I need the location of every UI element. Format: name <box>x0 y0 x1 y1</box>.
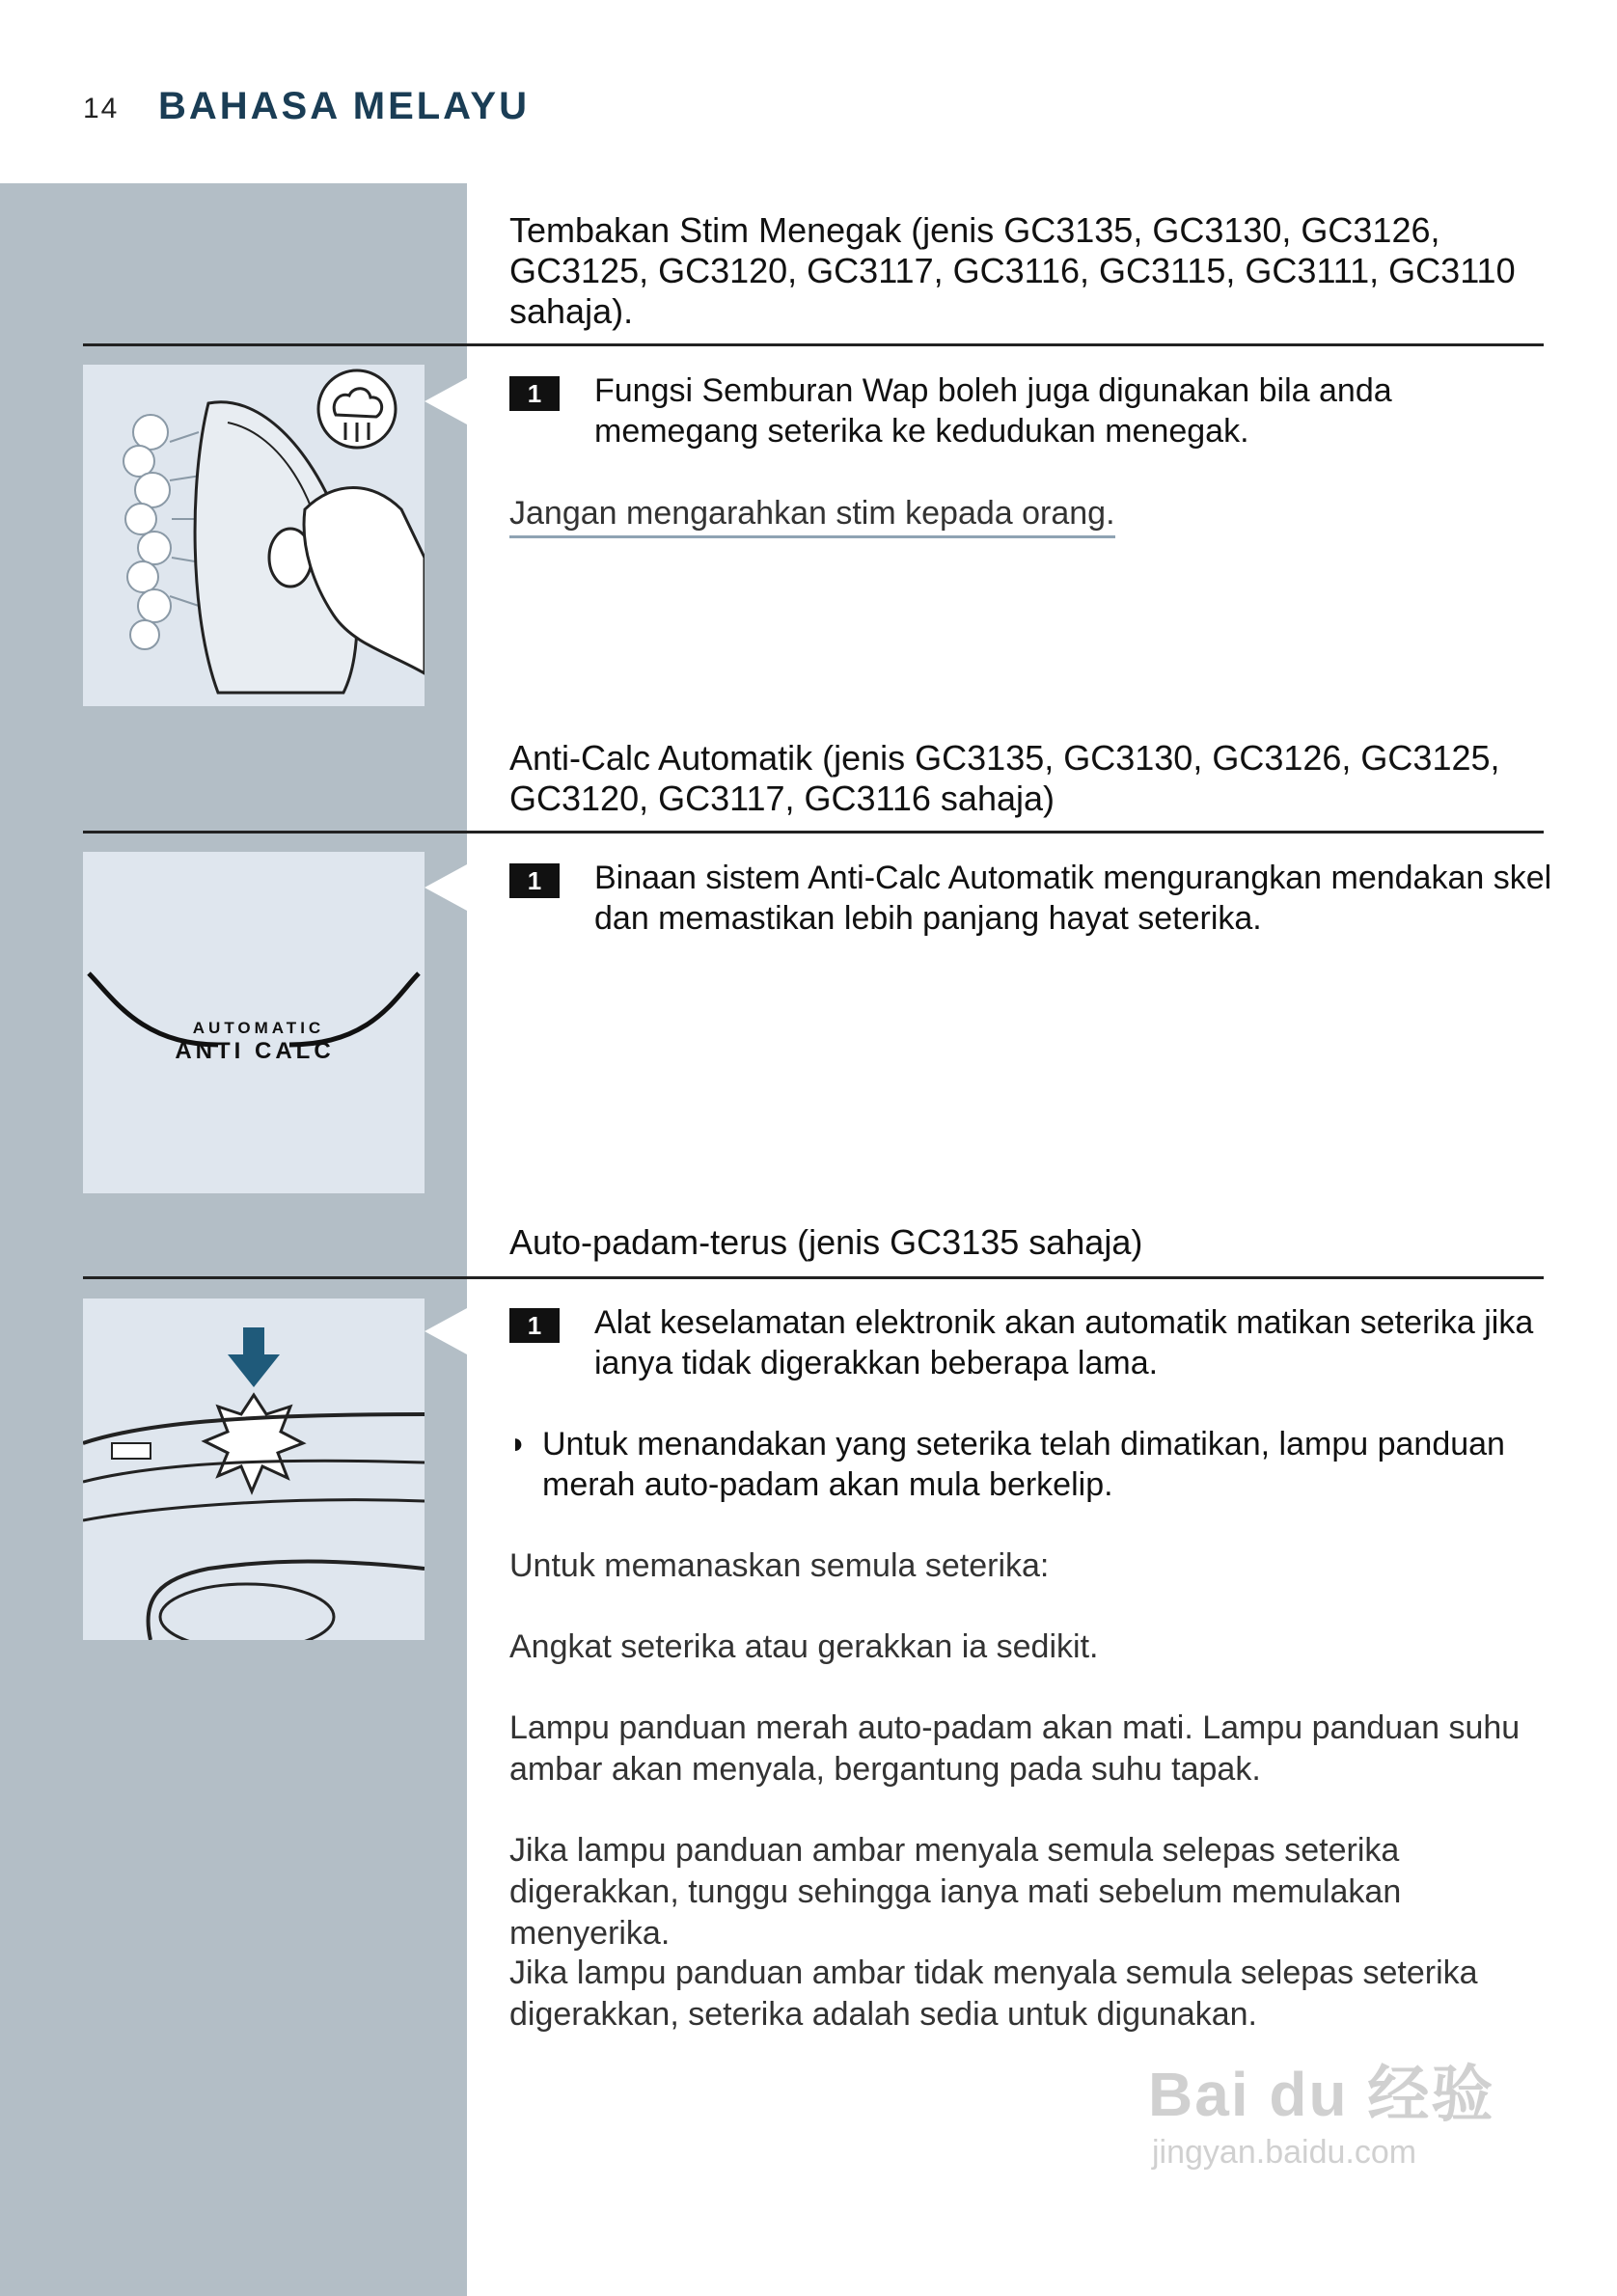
auto-off-drawing <box>83 1298 425 1640</box>
baidu-watermark <box>1148 2045 1494 2172</box>
page-number: 14 <box>83 93 120 124</box>
paragraph: Jika lampu panduan ambar tidak menyala semula selepas seterika digerakkan, seterika adalah sedia untuk digunakan. <box>509 1954 1478 2033</box>
section-divider <box>83 1276 1544 1279</box>
paragraph: Angkat seterika atau gerakkan ia sedikit. <box>509 1628 1099 1665</box>
anti-calc-label-bottom: ANTI CALC <box>175 1038 335 1064</box>
illustration-pointer <box>425 864 467 911</box>
iron-steam-drawing <box>83 365 425 706</box>
section-heading-steam-shot: Tembakan Stim Menegak (jenis GC3135, GC3130, GC3126, GC3125, GC3120, GC3117, GC3116, GC3115, GC3111, GC3110 sahaja). <box>509 210 1516 331</box>
illustration-pointer <box>425 378 467 424</box>
illustration-pointer <box>425 1308 467 1354</box>
anti-calc-illustration <box>83 852 425 1193</box>
step-number: 1 <box>509 376 560 411</box>
step-number: 1 <box>509 1308 560 1343</box>
anti-calc-label-top: AUTOMATIC <box>192 1019 325 1037</box>
section-heading-anti-calc: Anti-Calc Automatik (jenis GC3135, GC3130, GC3126, GC3125, GC3120, GC3117, GC3116 sahaja) <box>509 738 1500 818</box>
step-text: Alat keselamatan elektronik akan automatik matikan seterika jika ianya tidak digerakkan beberapa lama. <box>594 1304 1534 1381</box>
section-heading-auto-off: Auto-padam-terus (jenis GC3135 sahaja) <box>509 1222 1143 1262</box>
section-divider <box>83 343 1544 346</box>
flash-burst-icon <box>205 1395 303 1491</box>
paragraph: Untuk memanaskan semula seterika: <box>509 1547 1050 1584</box>
anti-calc-drawing <box>83 852 425 1193</box>
paragraph: Jika lampu panduan ambar menyala semula selepas seterika digerakkan, tunggu sehingga ianya mati sebelum memulakan menyerika. <box>509 1832 1402 1952</box>
watermark-url: jingyan.baidu.com <box>1152 2134 1417 2171</box>
page-title: BAHASA MELAYU <box>158 85 530 127</box>
step-number: 1 <box>509 863 560 898</box>
auto-off-illustration <box>83 1298 425 1640</box>
bullet-text: Untuk menandakan yang seterika telah dimatikan, lampu panduan merah auto-padam akan mula berkelip. <box>542 1426 1505 1503</box>
section-divider <box>83 831 1544 834</box>
step-text: Binaan sistem Anti-Calc Automatik mengurangkan mendakan skel dan memastikan lebih panjang hayat seterika. <box>594 860 1552 937</box>
vertical-steam-illustration <box>83 365 425 706</box>
bullet-marker-icon: ◗ <box>509 1428 528 1460</box>
step-text: Fungsi Semburan Wap boleh juga digunakan bila anda memegang seterika ke kedudukan menegak. <box>594 372 1392 450</box>
warning-text: Jangan mengarahkan stim kepada orang. <box>509 493 1115 538</box>
watermark-logo: Bai du 经验 <box>1148 2060 1495 2129</box>
paragraph: Lampu panduan merah auto-padam akan mati. Lampu panduan suhu ambar akan menyala, bergantung pada suhu tapak. <box>509 1709 1521 1788</box>
down-arrow-icon <box>228 1354 280 1387</box>
